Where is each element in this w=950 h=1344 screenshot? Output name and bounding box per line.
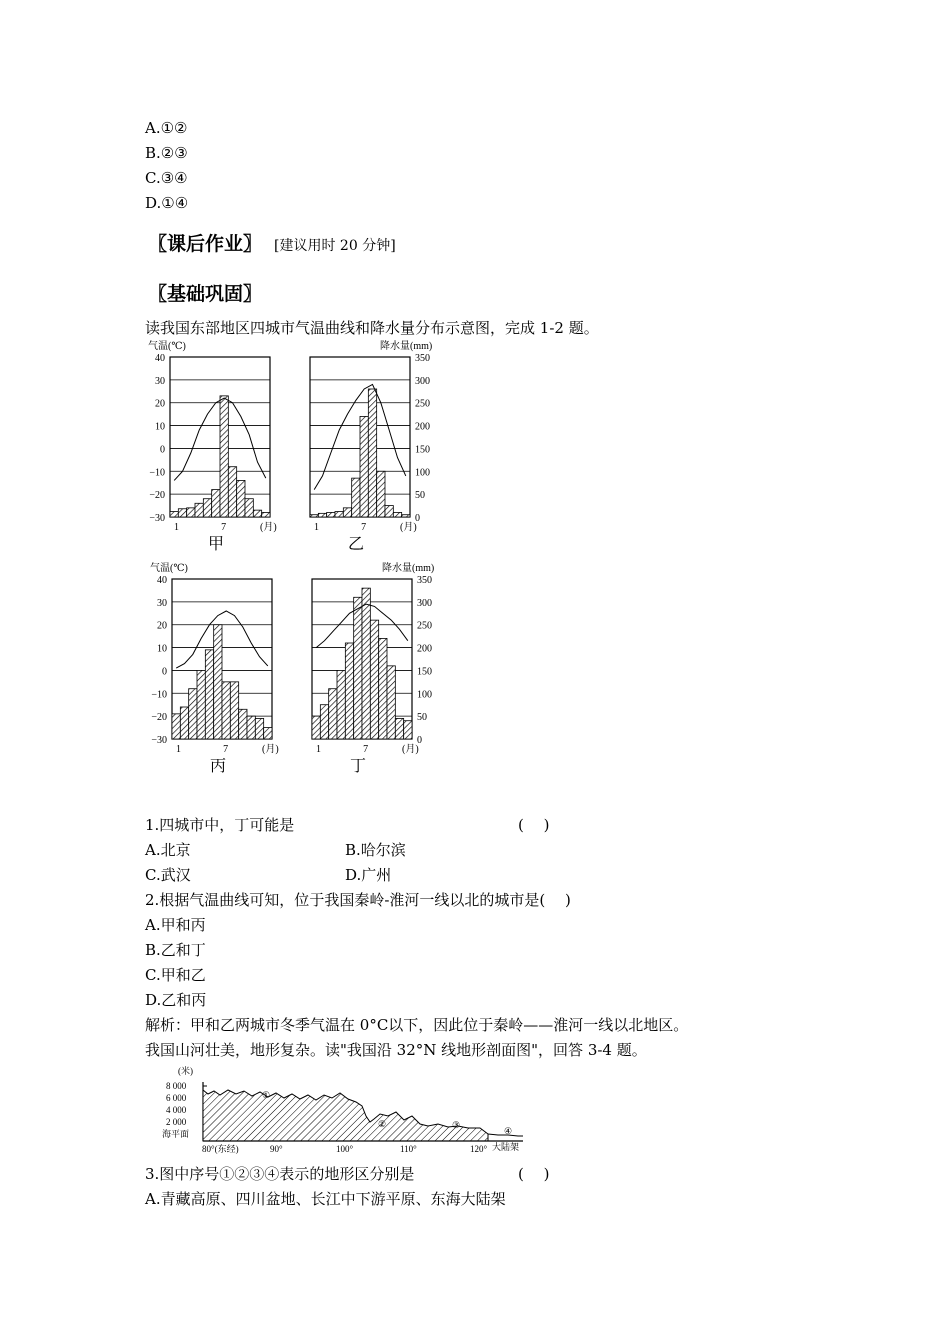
x-tick-1: 1: [174, 522, 179, 533]
precip-bar-甲-12: [262, 512, 270, 517]
precip-bar-丁-3: [329, 689, 337, 739]
precip-bar-丙-3: [189, 689, 197, 739]
q1-option-c: C.武汉: [145, 866, 191, 884]
precip-tick: 150: [415, 444, 430, 456]
precip-bar-乙-5: [343, 508, 351, 517]
climate-charts: [140, 336, 460, 781]
precip-tick: 200: [417, 643, 432, 655]
profile-tick-4000: 4 000: [166, 1105, 187, 1115]
temp-tick: 40: [155, 353, 165, 364]
profile-x-110: 110°: [400, 1144, 417, 1154]
precip-bar-乙-11: [393, 512, 401, 517]
city-label-甲: 甲: [208, 536, 225, 553]
precip-bar-丙-1: [172, 714, 180, 739]
precip-tick: 300: [417, 597, 432, 609]
city-label-乙: 乙: [348, 536, 365, 553]
precip-bar-丙-4: [197, 670, 205, 739]
temp-tick: −20: [149, 490, 165, 502]
homework-note: [建议用时 20 分钟]: [274, 238, 396, 254]
precip-bar-丁-6: [354, 597, 362, 739]
precip-bar-乙-10: [385, 506, 393, 517]
q3-option-a: A.青藏高原、四川盆地、长江中下游平原、东海大陆架: [145, 1190, 506, 1208]
homework-title: 〖课后作业〗: [148, 233, 263, 255]
q2-option-c: C.甲和乙: [145, 966, 206, 984]
precip-tick: 50: [417, 712, 427, 724]
terrain-profile: [158, 1064, 538, 1156]
temp-tick: 20: [155, 398, 165, 410]
precip-tick: 100: [417, 689, 432, 701]
precip-bar-丙-5: [205, 650, 213, 739]
precip-bar-乙-7: [360, 416, 368, 517]
temp-tick: 30: [155, 375, 165, 387]
intro-1: 读我国东部地区四城市气温曲线和降水量分布示意图，完成 1-2 题。: [145, 319, 599, 337]
profile-x-90: 90°: [270, 1144, 283, 1154]
q2-stem: 2.根据气温曲线可知，位于我国秦岭-淮河一线以北的城市是( ): [145, 891, 571, 909]
precip-bar-甲-4: [195, 503, 203, 517]
precip-bar-丁-5: [345, 643, 353, 739]
city-label-丙: 丙: [210, 758, 227, 775]
x-tick-7: 7: [221, 522, 227, 533]
q1-option-a: A.北京: [145, 841, 191, 859]
precip-bar-丙-11: [255, 718, 263, 739]
profile-tick-8000: 8 000: [166, 1081, 187, 1091]
precip-bar-甲-6: [212, 490, 220, 517]
precip-bar-乙-4: [335, 512, 343, 517]
precip-tick: 350: [417, 575, 432, 586]
precip-tick: 150: [417, 666, 432, 678]
option-a: A.①②: [145, 119, 188, 137]
q1-option-d: D.广州: [345, 866, 392, 884]
temp-tick: −10: [151, 689, 167, 701]
q2-option-a: A.甲和丙: [145, 916, 206, 934]
option-c: C.③④: [145, 169, 188, 187]
precip-bar-甲-1: [170, 512, 178, 517]
temp-tick: 10: [157, 643, 167, 655]
precip-bar-丙-10: [247, 716, 255, 739]
precip-axis-label: 降水量(mm): [382, 563, 435, 574]
x-tick-month: (月): [400, 522, 417, 533]
precip-bar-乙-6: [352, 478, 360, 517]
temp-tick: −10: [149, 467, 165, 479]
precip-bar-丙-12: [264, 728, 272, 739]
precip-tick: 300: [415, 375, 430, 387]
precip-bar-丁-9: [379, 638, 387, 739]
profile-x-120: 120°: [470, 1144, 488, 1154]
precip-tick: 50: [415, 490, 425, 502]
temp-tick: 0: [160, 444, 165, 456]
precip-bar-乙-1: [310, 515, 318, 517]
precip-tick: 0: [417, 735, 422, 746]
precip-bar-丙-8: [230, 682, 238, 739]
basic-heading: 〖基础巩固〗: [148, 283, 263, 305]
x-tick-7: 7: [363, 744, 369, 755]
option-b: B.②③: [145, 144, 188, 162]
precip-bar-丙-6: [214, 625, 222, 739]
terrain-shape: [203, 1090, 488, 1141]
temp-tick: 30: [157, 597, 167, 609]
temp-tick: −30: [149, 513, 165, 524]
precip-bar-甲-10: [245, 499, 253, 517]
profile-x-80: 80°(东经): [202, 1144, 239, 1154]
precip-bar-丁-11: [395, 718, 403, 739]
q3-stem: 3.图中序号①②③④表示的地形区分别是: [145, 1165, 415, 1183]
precip-axis-label: 降水量(mm): [380, 341, 433, 352]
profile-x-100: 100°: [336, 1144, 354, 1154]
city-label-丁: 丁: [350, 758, 367, 775]
precip-tick: 250: [417, 620, 432, 632]
precip-bar-甲-11: [253, 510, 261, 517]
marker-2: ②: [378, 1119, 387, 1129]
precip-bar-丁-8: [370, 620, 378, 739]
analysis: 解析：甲和乙两城市冬季气温在 0°C以下，因此位于秦岭——淮河一线以北地区。: [145, 1016, 689, 1034]
x-tick-1: 1: [314, 522, 319, 533]
temp-tick: 20: [157, 620, 167, 632]
precip-bar-丙-2: [180, 707, 188, 739]
temp-axis-label: 气温(℃): [150, 563, 188, 574]
precip-tick: 250: [415, 398, 430, 410]
precip-tick: 350: [415, 353, 430, 364]
x-tick-7: 7: [361, 522, 367, 533]
precip-bar-丙-7: [222, 682, 230, 739]
x-tick-1: 1: [176, 744, 181, 755]
temp-tick: 0: [162, 666, 167, 678]
precip-bar-丁-1: [312, 716, 320, 739]
x-tick-month: (月): [262, 744, 279, 755]
precip-bar-丁-12: [404, 721, 412, 739]
profile-sea-level: 海平面: [162, 1129, 190, 1139]
x-tick-month: (月): [402, 744, 419, 755]
q1-stem: 1.四城市中，丁可能是: [145, 816, 295, 834]
precip-bar-丁-4: [337, 670, 345, 739]
precip-bar-甲-5: [203, 499, 211, 517]
temp-tick: 40: [157, 575, 167, 586]
precip-bar-乙-12: [402, 515, 410, 517]
precip-bar-乙-9: [377, 471, 385, 517]
precip-tick: 0: [415, 513, 420, 524]
precip-bar-甲-7: [220, 396, 228, 517]
marker-3: ③: [452, 1120, 461, 1130]
precip-bar-乙-3: [327, 512, 335, 517]
x-tick-month: (月): [260, 522, 277, 533]
precip-bar-乙-8: [368, 389, 376, 517]
temp-axis-label: 气温(℃): [148, 341, 186, 352]
precip-bar-甲-2: [178, 509, 186, 517]
precip-bar-丁-2: [320, 705, 328, 739]
profile-unit: (米): [178, 1066, 193, 1076]
precip-bar-丙-9: [239, 709, 247, 739]
precip-bar-丁-7: [362, 588, 370, 739]
precip-bar-甲-3: [187, 508, 195, 517]
homework-heading: [148, 229, 396, 256]
precip-tick: 100: [415, 467, 430, 479]
q3-paren: ( ): [518, 1165, 550, 1183]
precip-bar-乙-2: [318, 513, 326, 517]
marker-4: ④: [504, 1126, 513, 1136]
profile-tick-6000: 6 000: [166, 1093, 187, 1103]
precip-bar-甲-9: [237, 480, 245, 517]
temp-tick: 10: [155, 421, 165, 433]
q2-option-d: D.乙和丙: [145, 991, 207, 1009]
profile-tick-2000: 2 000: [166, 1117, 187, 1127]
precip-bar-丁-10: [387, 666, 395, 739]
q2-option-b: B.乙和丁: [145, 941, 206, 959]
intro-2: 我国山河壮美，地形复杂。读"我国沿 32°N 线地形剖面图"，回答 3-4 题。: [145, 1041, 647, 1059]
x-tick-7: 7: [223, 744, 229, 755]
q1-option-b: B.哈尔滨: [345, 841, 406, 859]
profile-shelf: 大陆架: [492, 1142, 520, 1152]
marker-1: ①: [262, 1090, 271, 1100]
q1-paren: ( ): [518, 816, 550, 834]
precip-tick: 200: [415, 421, 430, 433]
x-tick-1: 1: [316, 744, 321, 755]
option-d: D.①④: [145, 194, 189, 212]
temp-tick: −30: [151, 735, 167, 746]
temp-tick: −20: [151, 712, 167, 724]
precip-bar-甲-8: [228, 467, 236, 517]
